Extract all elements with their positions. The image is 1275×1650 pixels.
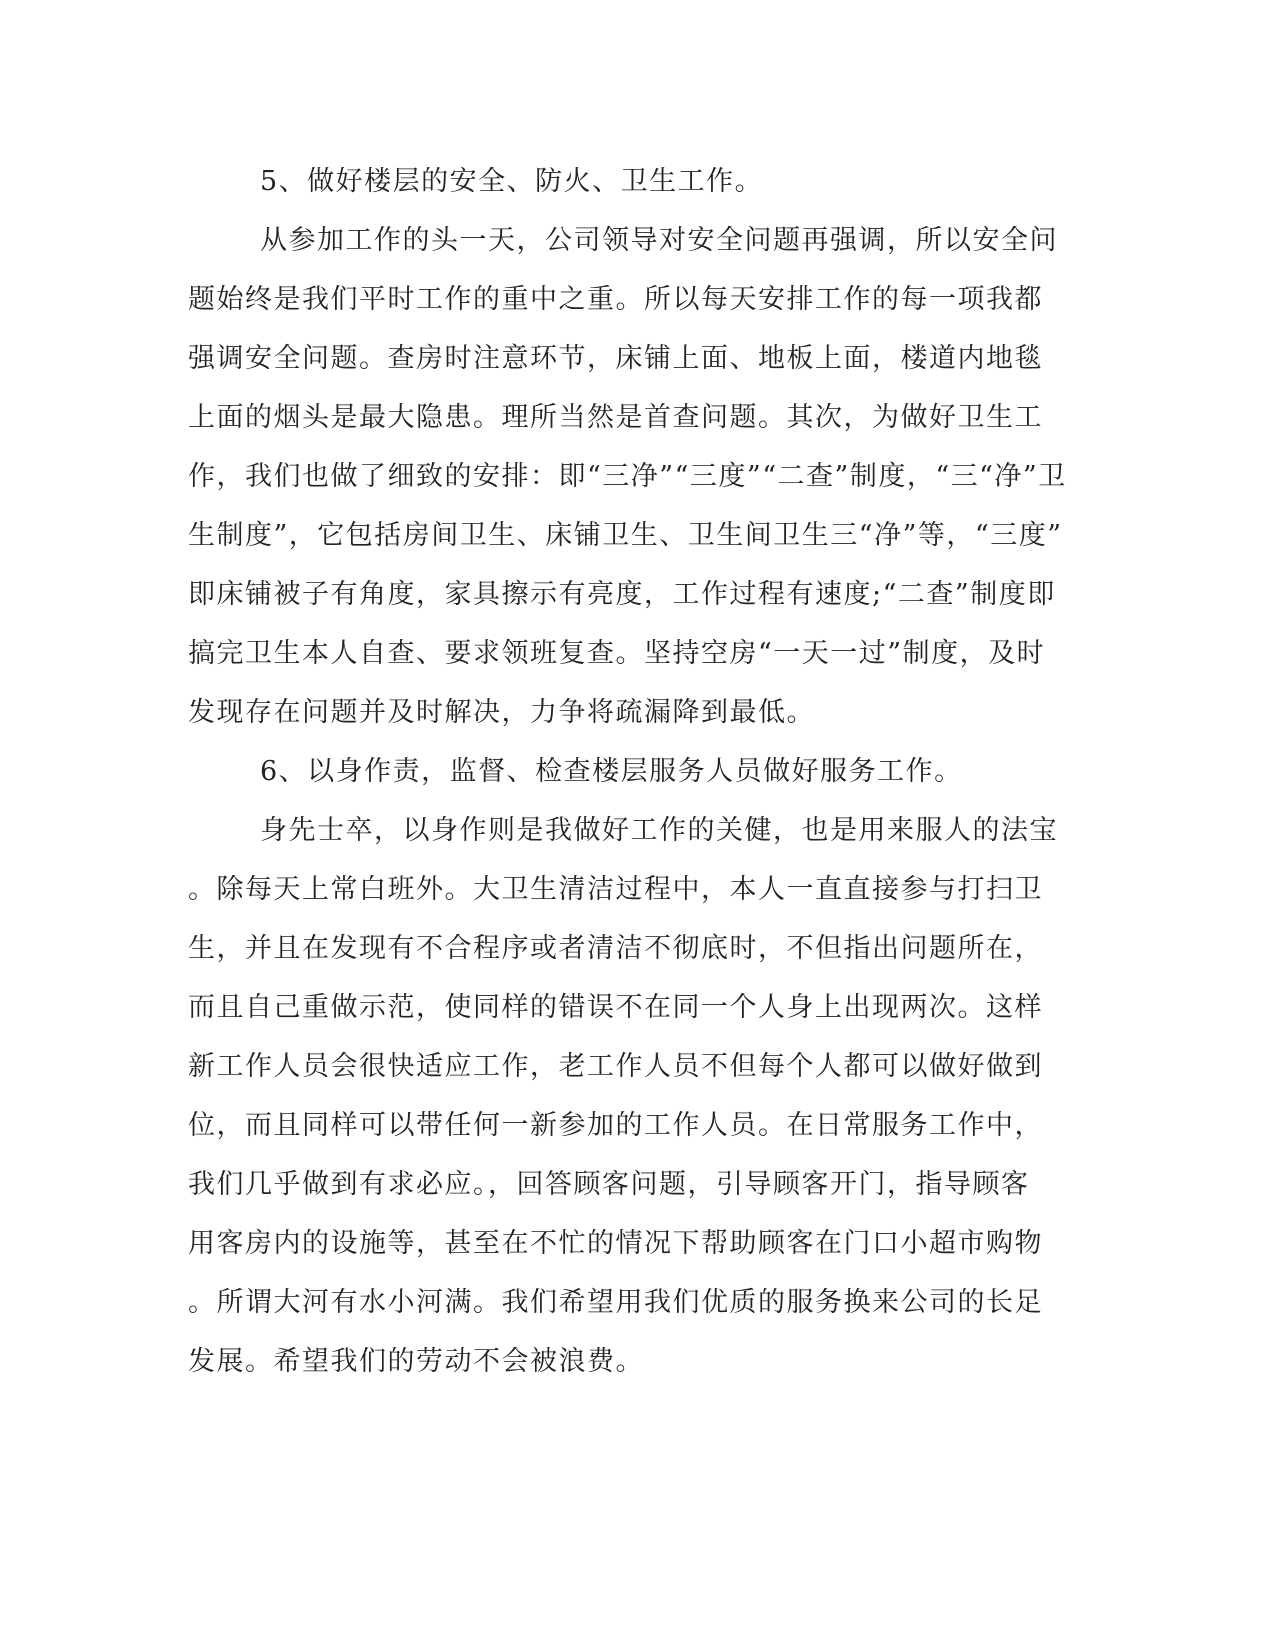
paragraph-line: 。除每天上常白班外。大卫生清洁过程中，本人一直直接参与打扫卫 — [188, 874, 1043, 905]
paragraph-line: 用客房内的设施等，甚至在不忙的情况下帮助顾客在门口小超市购物 — [188, 1228, 1043, 1259]
paragraph-line: 搞完卫生本人自查、要求领班复查。坚持空房“一天一过”制度，及时 — [188, 638, 1046, 669]
paragraph-line: 发现存在问题并及时解决，力争将疏漏降到最低。 — [188, 697, 815, 728]
paragraph-line: 我们几乎做到有求必应。，回答顾客问题，引导顾客开门，指导顾客 — [188, 1169, 1030, 1200]
heading-item-5: 5、做好楼层的安全、防火、卫生工作。 — [260, 166, 764, 197]
paragraph-line: 而且自己重做示范，使同样的错误不在同一个人身上出现两次。这样 — [188, 992, 1043, 1023]
paragraph-line: 上面的烟头是最大隐患。理所当然是首查问题。其次，为做好卫生工 — [188, 402, 1043, 433]
paragraph-line: 从参加工作的头一天，公司领导对安全问题再强调，所以安全问 — [260, 225, 1058, 256]
paragraph-line: 生制度”，它包括房间卫生、床铺卫生、卫生间卫生三“净”等，“三度” — [188, 520, 1063, 551]
paragraph-line: 作，我们也做了细致的安排：即“三净”“三度”“二查”制度，“三“净”卫 — [188, 461, 1067, 492]
paragraph-line: 。所谓大河有水小河满。我们希望用我们优质的服务换来公司的长足 — [188, 1287, 1043, 1318]
paragraph-line: 位，而且同样可以带任何一新参加的工作人员。在日常服务工作中， — [188, 1110, 1043, 1141]
paragraph-line: 发展。希望我们的劳动不会被浪费。 — [188, 1346, 644, 1377]
heading-item-6: 6、以身作责，监督、检查楼层服务人员做好服务工作。 — [260, 756, 963, 787]
paragraph-line: 生，并且在发现有不合程序或者清洁不彻底时，不但指出问题所在， — [188, 933, 1043, 964]
paragraph-line: 即床铺被子有角度，家具擦示有亮度，工作过程有速度;“二查”制度即 — [188, 579, 1056, 610]
paragraph-line: 新工作人员会很快适应工作，老工作人员不但每个人都可以做好做到 — [188, 1051, 1043, 1082]
paragraph-line: 强调安全问题。查房时注意环节，床铺上面、地板上面，楼道内地毯 — [188, 343, 1043, 374]
paragraph-line: 题始终是我们平时工作的重中之重。所以每天安排工作的每一项我都 — [188, 284, 1043, 315]
paragraph-line: 身先士卒，以身作则是我做好工作的关健，也是用来服人的法宝 — [260, 815, 1058, 846]
